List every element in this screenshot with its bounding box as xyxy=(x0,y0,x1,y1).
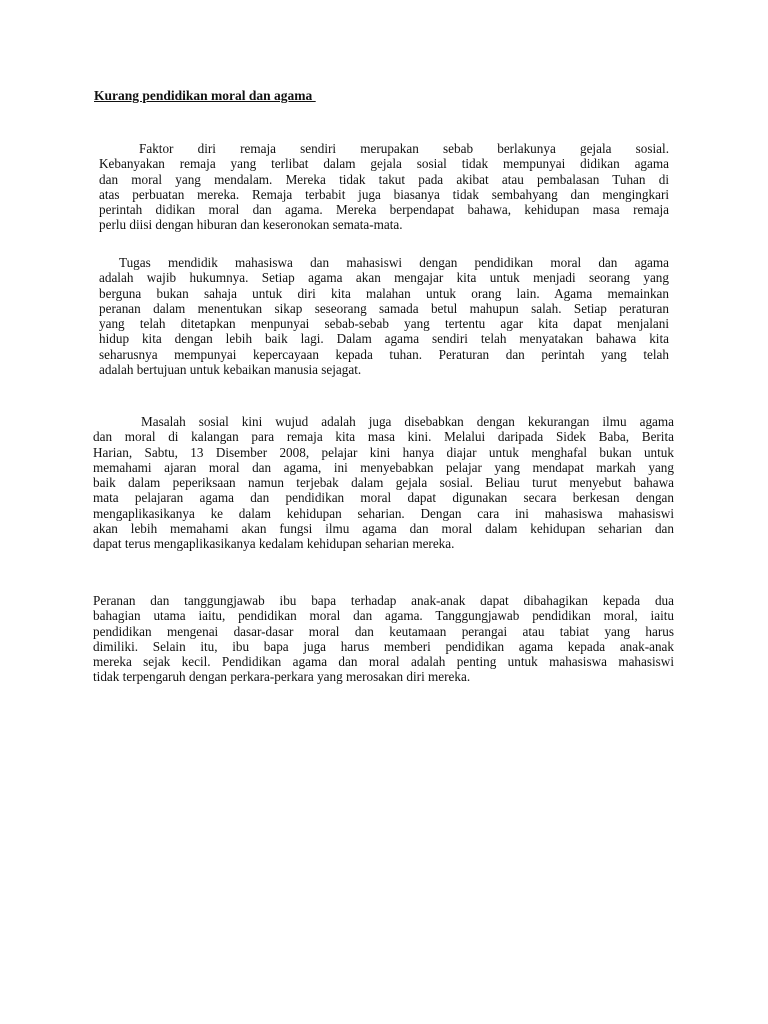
paragraph-line: Kebanyakan remaja yang terlibat dalam gejala sosial tidak mempunyai didikan agama xyxy=(99,156,669,172)
paragraph-line: atas perbuatan mereka. Remaja terbabit juga biasanya tidak sembahyang dan mengingkari xyxy=(99,186,669,202)
paragraph-line: memahami ajaran moral dan agama, ini menyebabkan pelajar yang mendapat markah yang xyxy=(93,459,674,475)
paragraph-line: bahagian utama iaitu, pendidikan moral dan agama. Tanggungjawab pendidikan moral, iaitu xyxy=(93,608,674,624)
document-title: Kurang pendidikan moral dan agama xyxy=(94,88,316,103)
paragraph-line: dapat terus mengaplikasikanya kedalam kehidupan seharian mereka. xyxy=(93,536,455,552)
paragraph-line: Tugas mendidik mahasiswa dan mahasiswi dengan pendidikan moral dan agama xyxy=(119,255,669,270)
paragraph-line: baik dalam peperiksaan namun terjebak dalam gejala sosial. Beliau turut menyebut bahawa xyxy=(93,475,674,491)
paragraph-line: dimiliki. Selain itu, ibu bapa juga harus memberi pendidikan agama kepada anak-anak xyxy=(93,638,674,654)
paragraph-line: Masalah sosial kini wujud adalah juga disebabkan dengan kekurangan ilmu agama xyxy=(141,414,674,429)
paragraph-line: hidup kita dengan lebih baik lagi. Dalam agama sendiri telah menyatakan bahawa kita xyxy=(99,331,669,347)
paragraph-line: perintah didikan moral dan agama. Mereka berpendapat bahawa, kehidupan masa remaja xyxy=(99,202,669,218)
paragraph-line: mengaplikasikanya ke dalam kehidupan seharian. Dengan cara ini mahasiswa mahasiswi xyxy=(93,505,674,521)
paragraph-line: peranan dalam menentukan sikap seseorang samada betul mahupun salah. Setiap peraturan xyxy=(99,300,669,316)
paragraph-line: yang telah ditetapkan menpunyai sebab-sebab yang tertentu agar kita dapat menjalani xyxy=(99,316,669,332)
paragraph-line: Faktor diri remaja sendiri merupakan sebab berlakunya gejala sosial. xyxy=(139,141,669,156)
paragraph-line: adalah bertujuan untuk kebaikan manusia sejagat. xyxy=(99,362,362,378)
paragraph-line: mereka sejak kecil. Pendidikan agama dan moral adalah penting untuk mahasiswa mahasiswi xyxy=(93,654,674,670)
paragraph-line: mata pelajaran agama dan pendidikan moral dapat digunakan secara berkesan dengan xyxy=(93,490,674,506)
paragraph-line: dan moral di kalangan para remaja kita masa kini. Melalui daripada Sidek Baba, Berita xyxy=(93,429,674,445)
paragraph-4 xyxy=(93,593,674,685)
paragraph-2 xyxy=(99,255,669,377)
paragraph-line: akan lebih memahami akan fungsi ilmu agama dan moral dalam kehidupan seharian dan xyxy=(93,521,674,537)
paragraph-line: perlu diisi dengan hiburan dan keseronokan semata-mata. xyxy=(99,217,403,233)
paragraph-1 xyxy=(99,141,669,233)
paragraph-line: pendidikan mengenai dasar-dasar moral dan keutamaan perangai atau tabiat yang harus xyxy=(93,623,674,639)
paragraph-line: Harian, Sabtu, 13 Disember 2008, pelajar kini hanya diajar untuk menghafal bukan untuk xyxy=(93,444,674,460)
paragraph-line: dan moral yang mendalam. Mereka tidak takut pada akibat atau pembalasan Tuhan di xyxy=(99,171,669,187)
paragraph-line: Peranan dan tanggungjawab ibu bapa terhadap anak-anak dapat dibahagikan kepada dua xyxy=(93,593,674,608)
paragraph-line: tidak terpengaruh dengan perkara-perkara yang merosakan diri mereka. xyxy=(93,669,471,685)
paragraph-line: seharusnya mempunyai kepercayaan kepada tuhan. Peraturan dan perintah yang telah xyxy=(99,346,669,362)
paragraph-line: berguna bukan sahaja untuk diri kita malahan untuk orang lain. Agama memainkan xyxy=(99,285,669,301)
paragraph-3 xyxy=(93,414,674,552)
paragraph-line: adalah wajib hukumnya. Setiap agama akan mengajar kita untuk menjadi seorang yang xyxy=(99,270,669,286)
